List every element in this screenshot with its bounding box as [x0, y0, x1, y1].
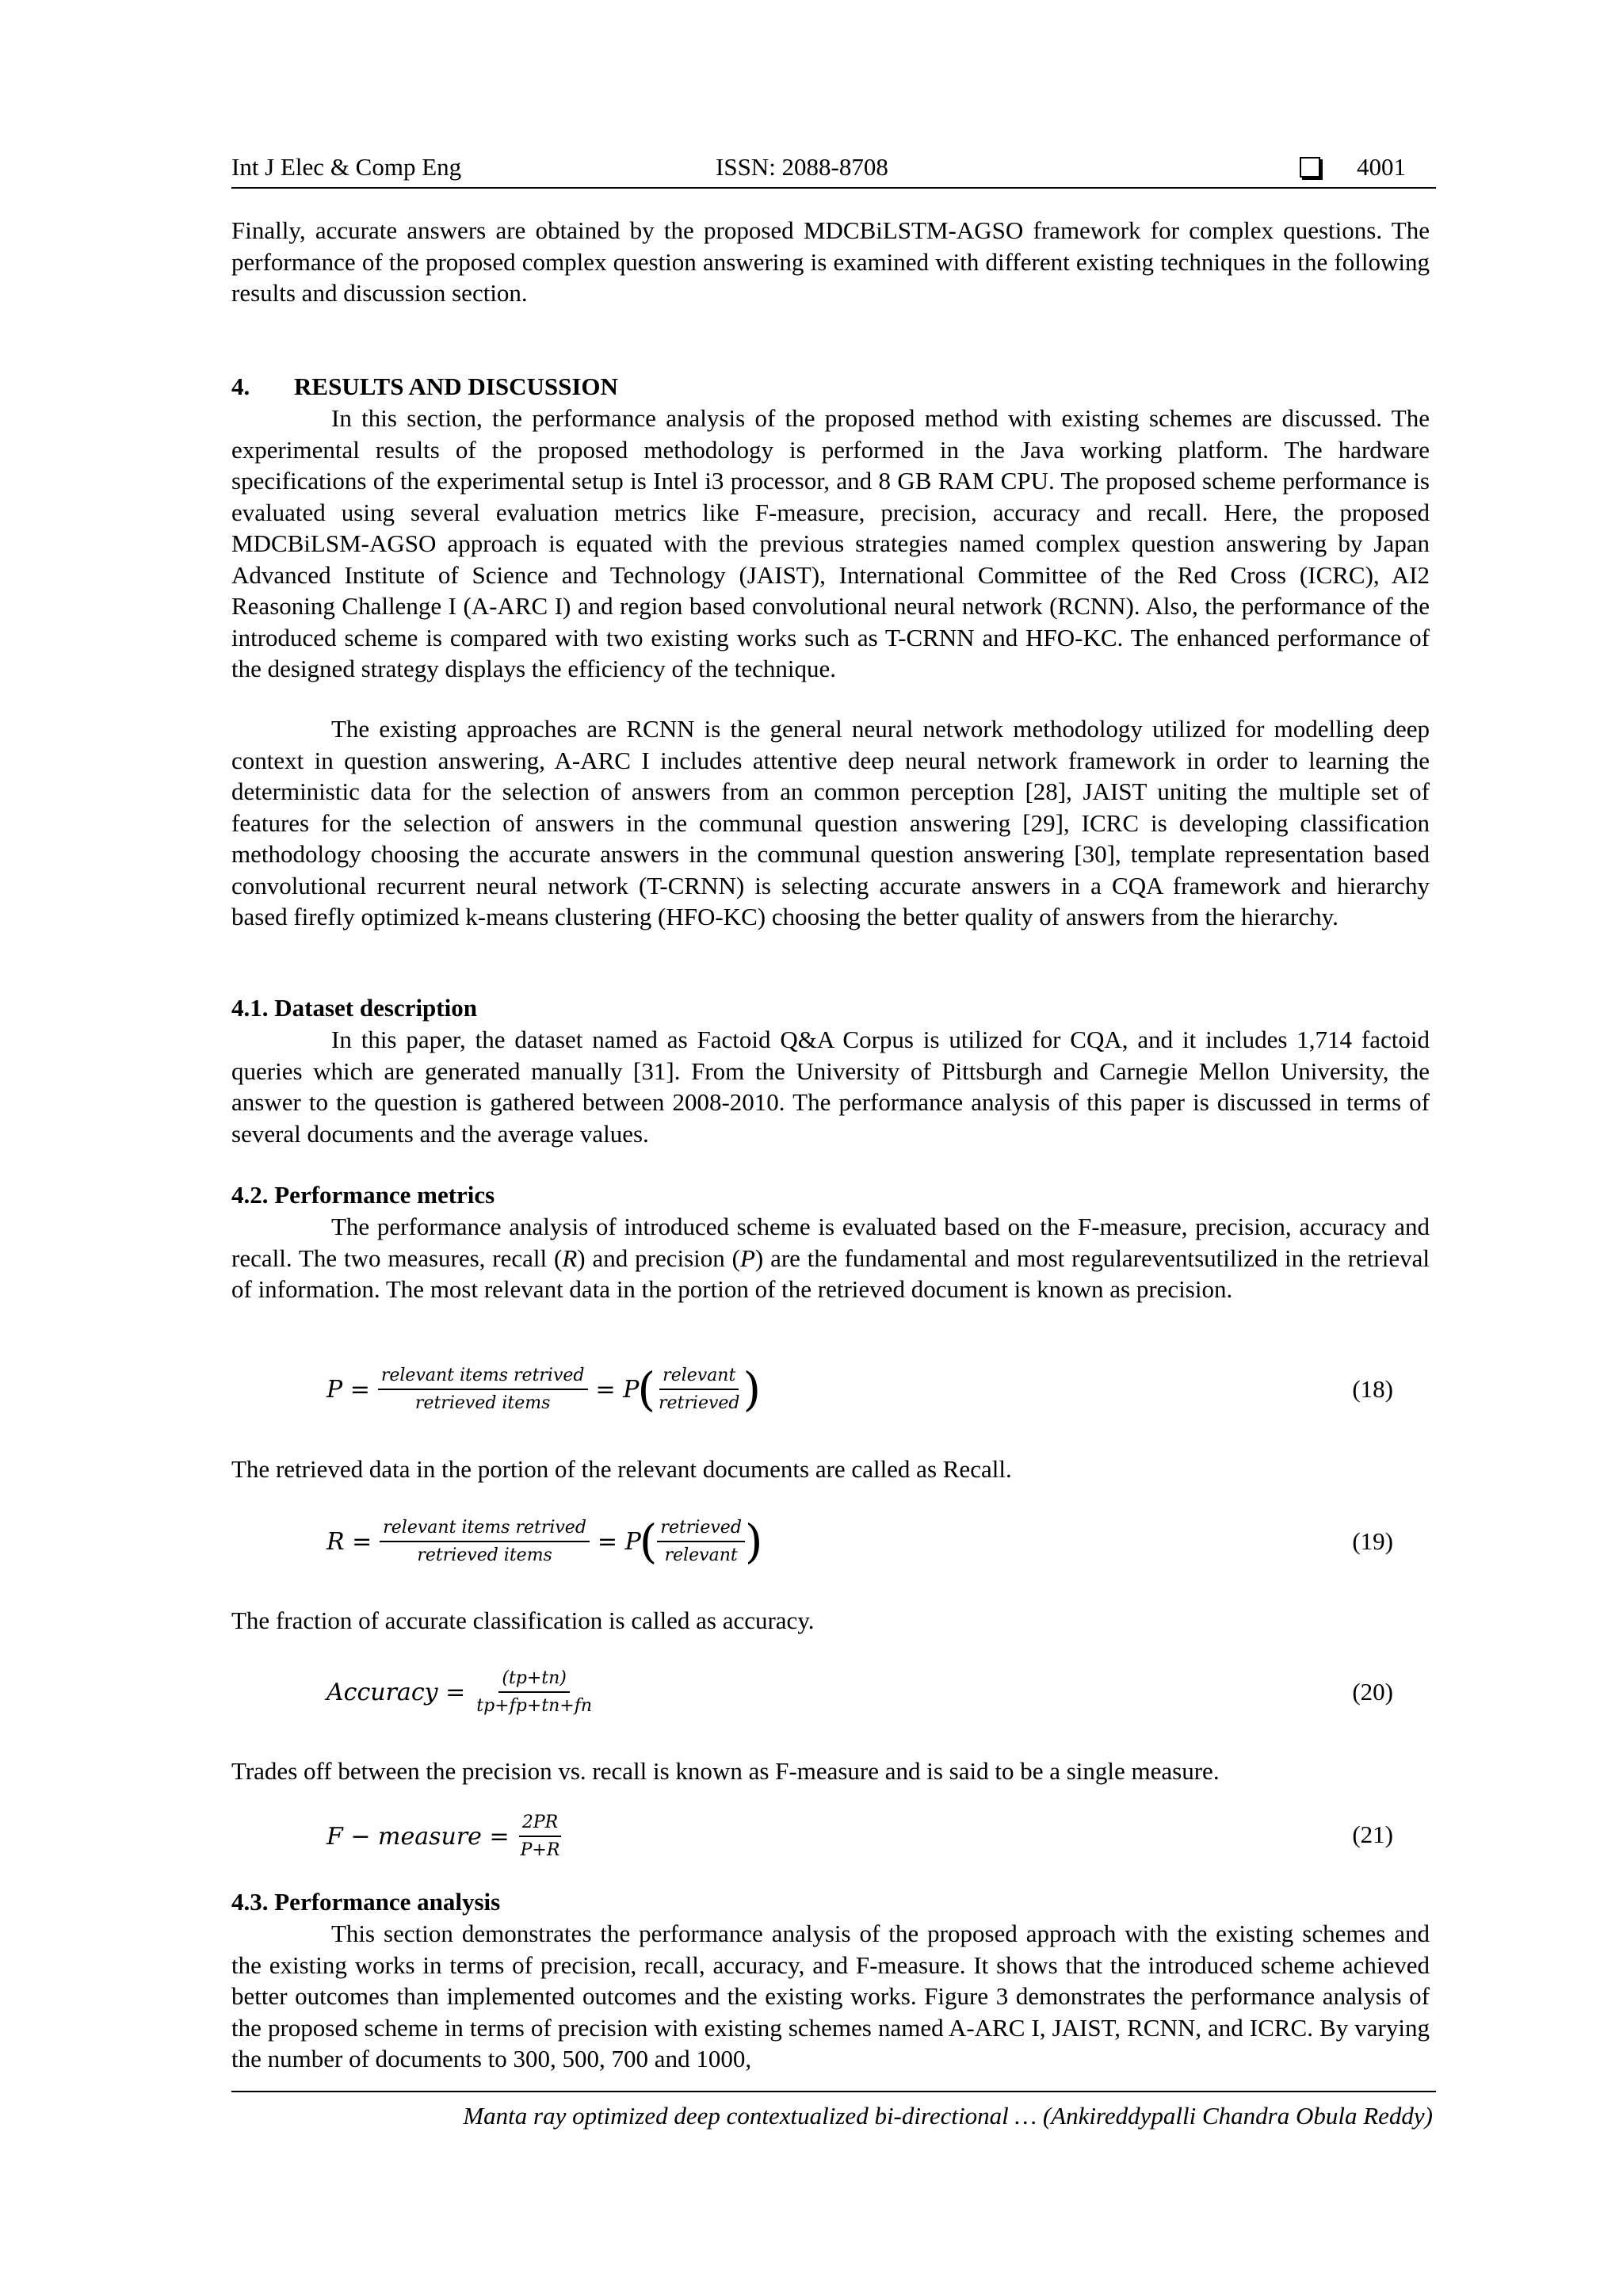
equation-21-label: (21) [1352, 1820, 1393, 1848]
symbol-p: P [739, 1244, 755, 1272]
section-4-para-2: The existing approaches are RCNN is the general neural network methodology utilized for modelling deep context in question answering, A-ARC I includes attentive deep neural network framework in order to learning the deterministic data for the selection of answers from an common perception [28], JAIST uniting the multiple set of features for the selection of answers in the communal question answering [29], ICRC is developing classification methodology choosing the accurate answers in the communal question answering [30], template representation based convolutional recurrent neural network (T-CRNN) is selecting accurate answers in a CQA framework and hierarchy based firefly optimized k-means clustering (HFO-KC) choosing the better quality of answers from the hierarchy. [231, 715, 1430, 930]
section-4-title: RESULTS AND DISCUSSION [294, 372, 618, 400]
equation-18-label: (18) [1352, 1375, 1393, 1403]
header-rule [231, 187, 1436, 189]
eq18-mid: = P [595, 1375, 640, 1404]
eq19-lhs: R = [327, 1527, 372, 1556]
para-text-b: ) and precision ( [577, 1244, 740, 1272]
section-4-1-heading: 4.1. Dataset description [231, 994, 477, 1022]
equation-19-label: (19) [1352, 1527, 1393, 1555]
issn: ISSN: 2088-8708 [716, 153, 888, 181]
section-4-2-heading: 4.2. Performance metrics [231, 1181, 495, 1209]
eq21-denominator: P+R [520, 1840, 560, 1860]
journal-name: Int J Elec & Comp Eng [231, 153, 462, 181]
eq19-paren-fraction [657, 1518, 744, 1565]
section-4-heading [231, 371, 618, 403]
accuracy-text: The fraction of accurate classification is called as accuracy. [231, 1606, 815, 1634]
eq20-denominator: tp+fp+tn+fn [476, 1696, 593, 1716]
eq19-numerator: relevant items retrived [380, 1518, 590, 1542]
equation-19: R = $\frac{\text{relevant items retrived}}{\text{retrieved items}}$ = P ( $\frac{\text{retrieved}}{\text{relevant}}$ ) [327, 1515, 763, 1568]
section-4-3-para: This section demonstrates the performance analysis of the proposed approach with the existing schemes and the existing works in terms of precision, recall, accuracy, and F-measure. It shows that the introduced scheme achieved better outcomes than implemented outcomes and the existing works. Figure 3 demonstrates the performance analysis of the proposed scheme in terms of precision with existing schemes named A-ARC I, JAIST, RCNN, and ICRC. By varying the number of documents to 300, 500, 700 and 1000, [231, 1920, 1430, 2073]
eq20-fraction [473, 1668, 595, 1716]
symbol-r: R [562, 1244, 578, 1272]
page-number: 4001 [1357, 153, 1406, 181]
equation-18: P = $\frac{\text{relevant items retrived}}{\text{retrieved items}}$ = P ( $\frac{\text{relevant}}{\text{retrieved}}$ ) [327, 1362, 762, 1416]
eq21-numerator: 2PR [519, 1813, 561, 1837]
footer-citation: Manta ray optimized deep contextualized bi-directional … (Ankireddypalli Chandra Obula Reddy) [463, 2102, 1433, 2130]
eq20-numerator: (tp+tn) [498, 1668, 570, 1693]
eq18-paren-denominator: retrieved [659, 1393, 740, 1413]
eq20-lhs: Accuracy = [327, 1678, 466, 1706]
equation-20 [327, 1656, 603, 1728]
eq18-denominator: retrieved items [414, 1393, 551, 1413]
eq19-mid: = P [597, 1527, 641, 1556]
eq18-paren-fraction [655, 1366, 743, 1413]
equation-20-label: (20) [1352, 1678, 1393, 1706]
eq19-denominator: retrieved items [417, 1545, 552, 1565]
eq21-lhs: F − measure = [327, 1822, 510, 1851]
fmeasure-text: Trades off between the precision vs. recall is known as F-measure and is said to be a single measure. [231, 1757, 1220, 1785]
eq18-paren-numerator: relevant [659, 1366, 739, 1390]
header-box-icon [1300, 151, 1320, 183]
section-4-number: 4. [231, 372, 250, 400]
eq18-lhs: P = [327, 1375, 370, 1404]
recall-text: The retrieved data in the portion of the relevant documents are called as Recall. [231, 1455, 1012, 1483]
eq18-fraction [378, 1366, 588, 1413]
para-text-c: ) are the fundamental and most regulareventsutilized in the retrieval of information. The most relevant data in the portion of the retrieved document is known as precision. [231, 1244, 1430, 1303]
eq21-fraction [517, 1813, 563, 1860]
section-4-3-heading: 4.3. Performance analysis [231, 1888, 501, 1916]
eq18-numerator: relevant items retrived [378, 1366, 588, 1390]
section-4-para-1: In this section, the performance analysis of the proposed method with existing schemes are discussed. The experimental results of the proposed methodology is performed in the Java working platform. The hardware specifications of the experimental setup is Intel i3 processor, and 8 GB RAM CPU. The proposed scheme performance is evaluated using several evaluation metrics like F-measure, precision, accuracy and recall. Here, the proposed MDCBiLSM-AGSO approach is equated with the previous strategies named complex question answering by Japan Advanced Institute of Science and Technology (JAIST), International Committee of the Red Cross (ICRC), AI2 Reasoning Challenge I (A-ARC I) and region based convolutional neural network (RCNN). Also, the performance of the introduced scheme is compared with two existing works such as T-CRNN and HFO-KC. The enhanced performance of the designed strategy displays the efficiency of the technique. [231, 404, 1430, 682]
para-text-a: The performance analysis of introduced scheme is evaluated based on the F-measure, precision, accuracy and recall. The two measures, recall ( [231, 1213, 1430, 1272]
intro-paragraph: Finally, accurate answers are obtained by the proposed MDCBiLSTM-AGSO framework for complex questions. The performance of the proposed complex question answering is examined with different existing techniques in the following results and discussion section. [231, 216, 1430, 307]
equation-21 [327, 1801, 571, 1872]
footer-rule [231, 2091, 1436, 2092]
eq19-paren-numerator: retrieved [657, 1518, 744, 1542]
eq19-paren-denominator: relevant [664, 1545, 738, 1565]
section-4-2-para [231, 1211, 1430, 1305]
eq19-fraction [380, 1518, 590, 1565]
section-4-1-para: In this paper, the dataset named as Factoid Q&A Corpus is utilized for CQA, and it includes 1,714 factoid queries which are generated manually [31]. From the University of Pittsburgh and Carnegie Mellon University, the answer to the question is gathered between 2008-2010. The performance analysis of this paper is discussed in terms of several documents and the average values. [231, 1026, 1430, 1148]
